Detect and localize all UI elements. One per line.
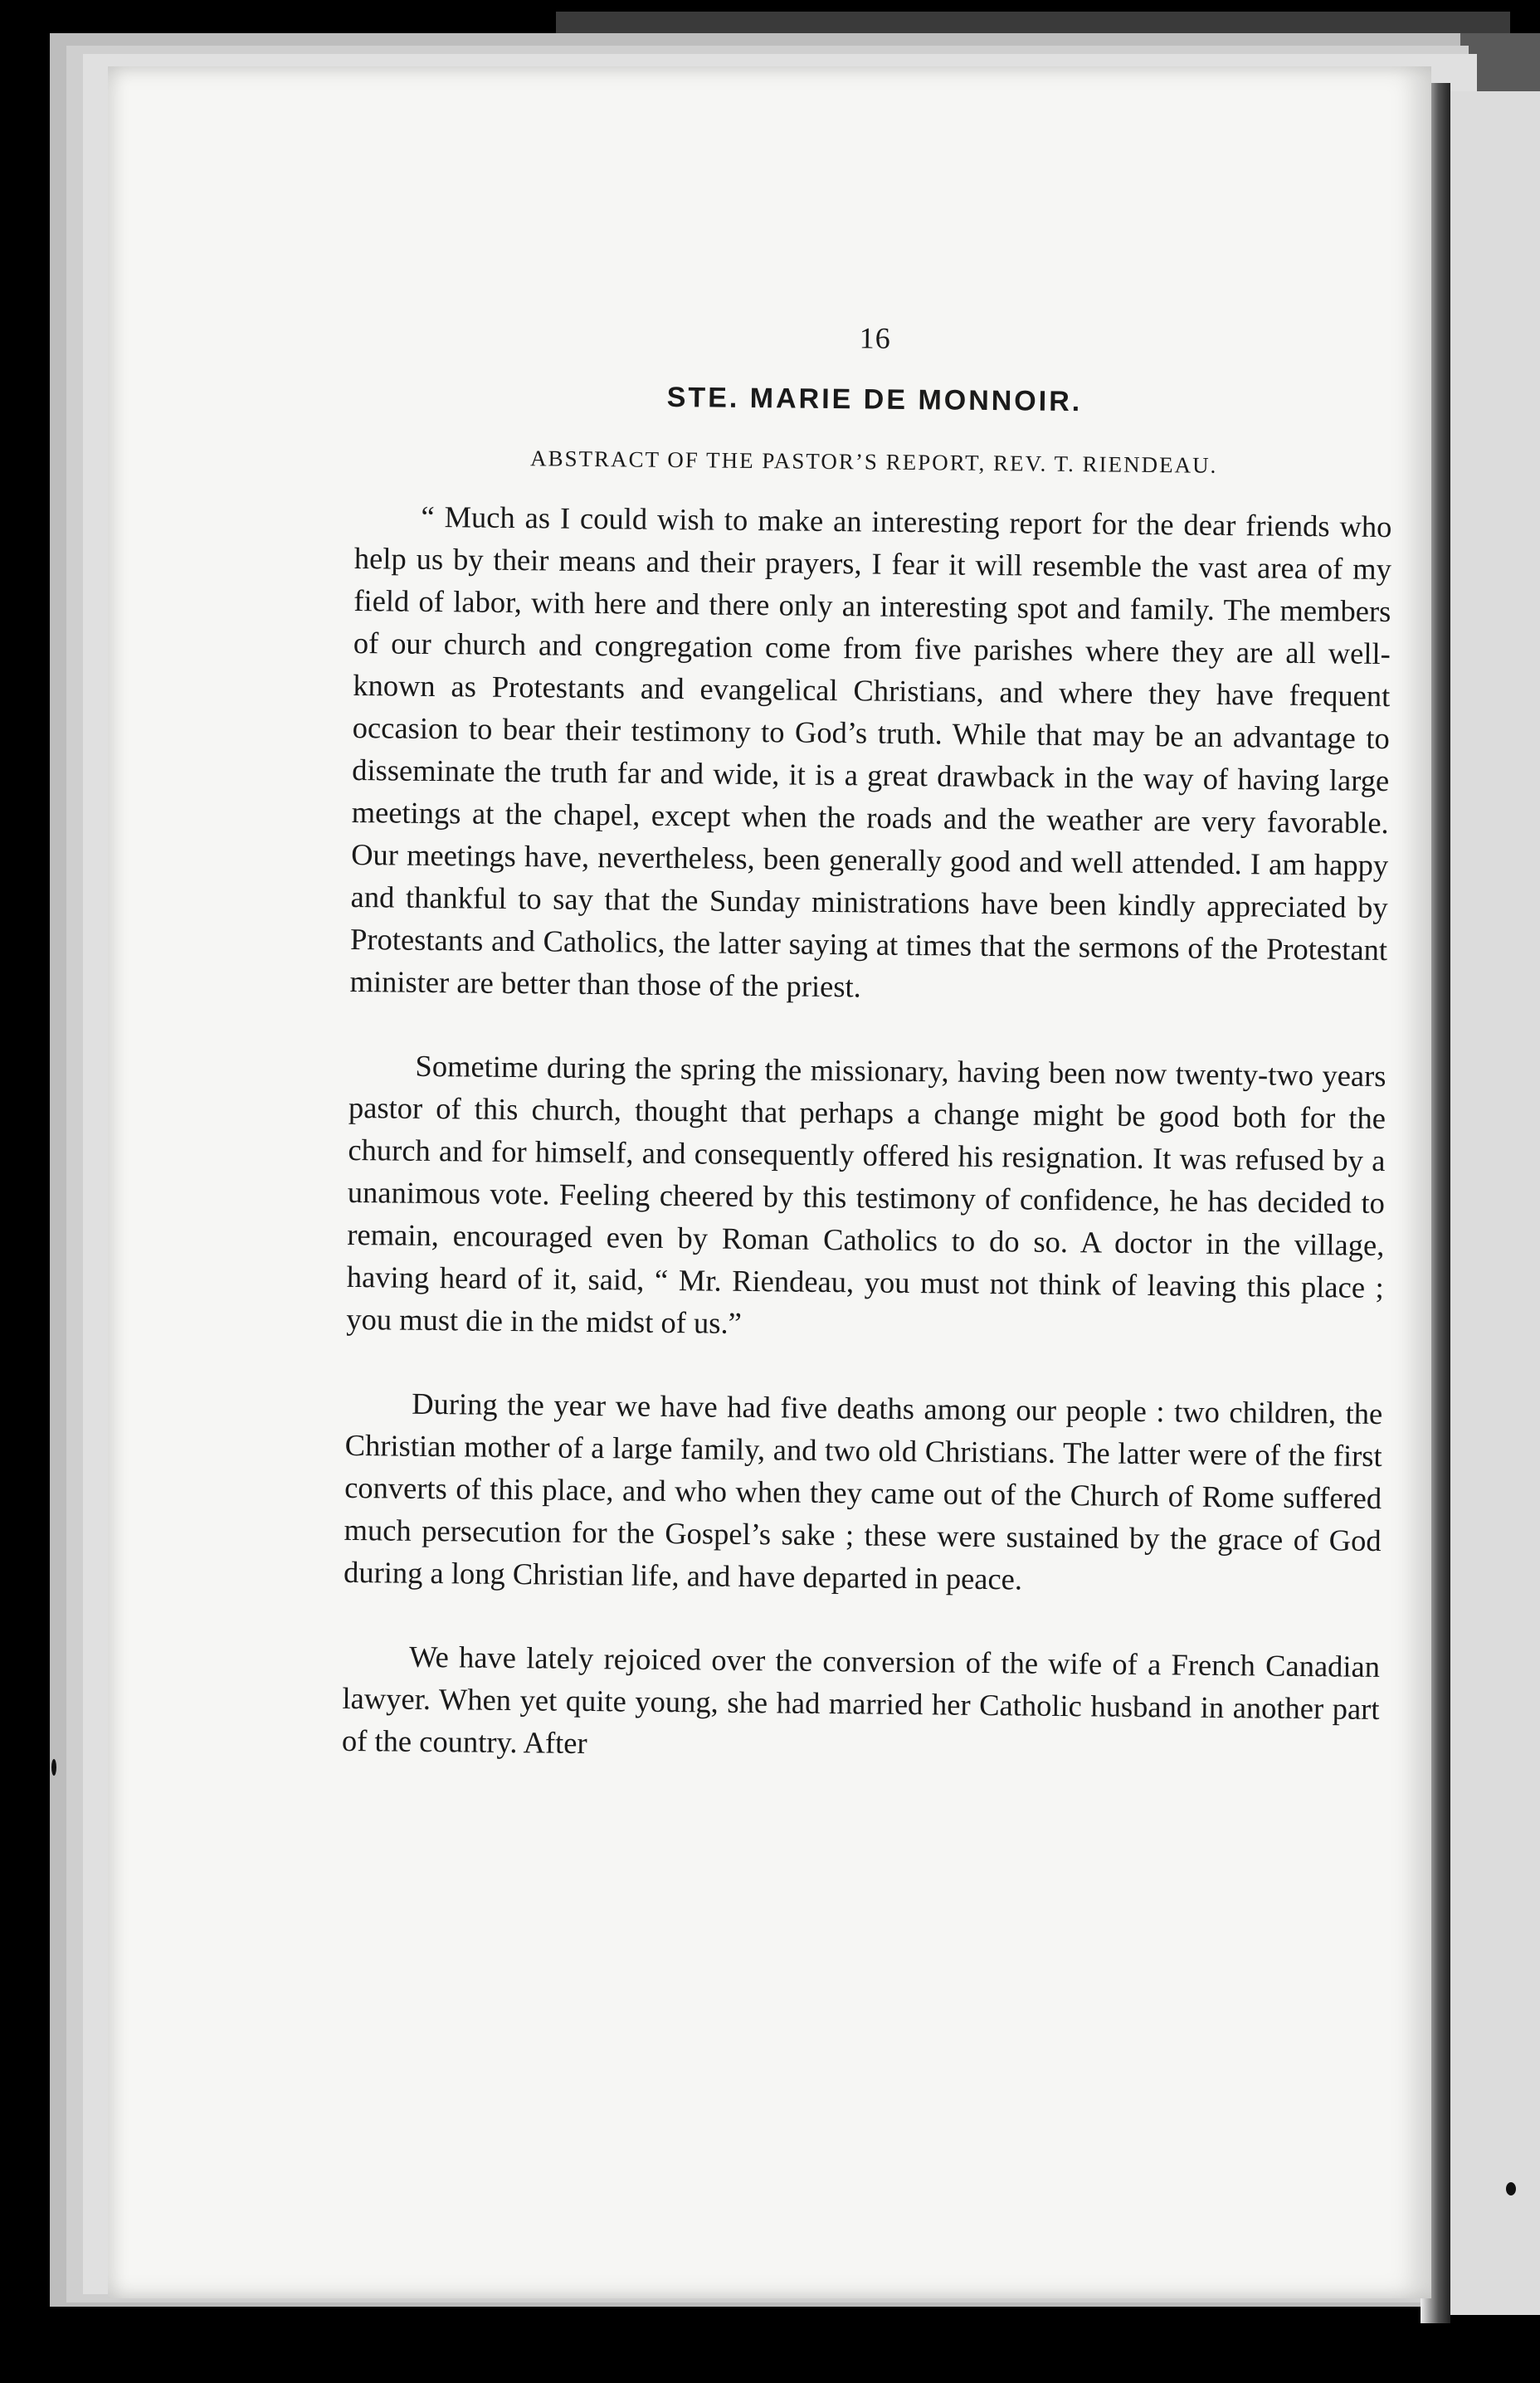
paragraph: We have lately rejoiced over the conversion of the wife of a French Canadian lawyer. When yet quite young, she had married her Catholic husband in another part of the country. After (341, 1639, 1381, 1761)
dust-speck (1506, 2182, 1516, 2195)
book-page (108, 66, 1431, 2298)
facing-page-edge (1444, 91, 1540, 2315)
dust-speck (51, 1759, 56, 1776)
paragraph: During the year we have had five deaths among our people : two children, the Christian mother of a large family, and two old Christians. The latter were of the first converts of this place, and who when they came out of the Church of Rome suffered much persecution for the Gospel’s sake ; these were sustained by the grace of God during a long Christian life, and have departed in peace. (343, 1386, 1383, 1596)
paragraph: Sometime during the spring the missionary, having been now twenty-two years pastor of this church, thought that perhaps a change might be good both for the church and for himself, and consequently offered his resignation. It was refused by a unanimous vote. Feeling cheered by this testimony of confidence, he has decided to remain, encouraged even by Roman Catholics to do so. A doctor in the village, having heard of it, said, “ Mr. Riendeau, you must not think of leaving this place ; you must die in the midst of us.” (346, 1048, 1386, 1340)
paragraph: “ Much as I could wish to make an interesting report for the dear friends who help us by their means and their prayers, I fear it will resemble the vast area of my field of labor, with here and there only an interesting spot and family. The members of our church and congregation come from five parishes where they are all well-known as Protestants and evangelical Christians, and where they have frequent occasion to bear their testimony to God’s truth. While that may be an advantage to disseminate the truth far and wide, it is a great drawback in the way of having large meetings at the chapel, except when the roads and the weather are very favorable. Our meetings have, nevertheless, been generally good and well attended. I am happy and thankful to say that the Sunday ministrations have been kindly appreciated by Protestants and Catholics, the latter saying at times that the sermons of the Protestant minister are better than those of the priest. (349, 499, 1392, 1004)
page-text-block (341, 315, 1394, 1814)
section-title: STE. MARIE DE MONNOIR. (666, 381, 1083, 418)
report-subtitle: ABSTRACT OF THE PASTOR’S REPORT, REV. T. RIENDEAU. (529, 446, 1218, 478)
page-number: 16 (859, 321, 891, 355)
